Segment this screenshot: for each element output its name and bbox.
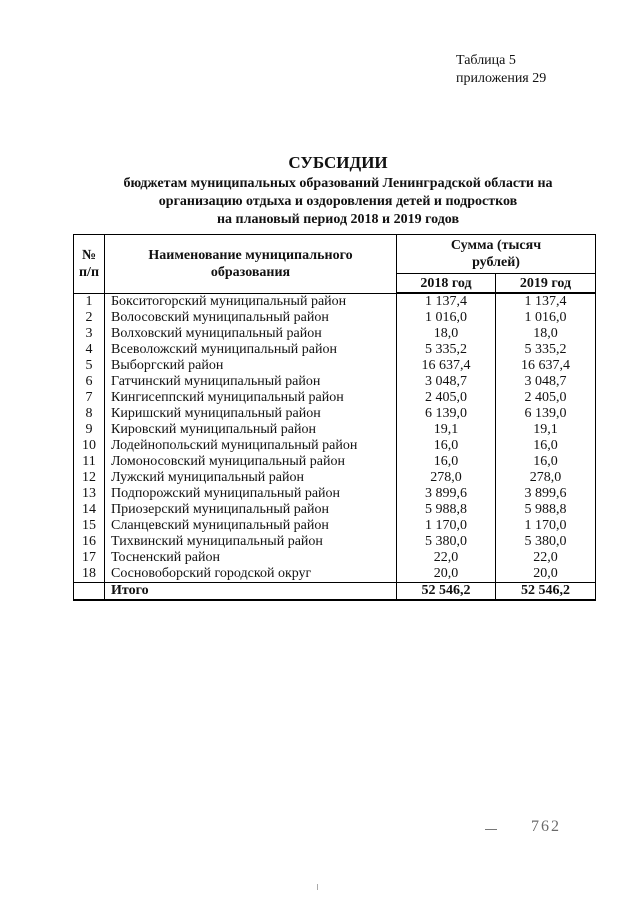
table-row [74, 566, 596, 583]
row-value-2018: 1 016,0 [397, 310, 496, 326]
row-num: 14 [74, 502, 105, 518]
title-line-1: бюджетам муниципальных образований Ленинградской области на [123, 176, 553, 191]
table-row [74, 486, 596, 502]
header-row-1 [74, 235, 596, 274]
table-row [74, 390, 596, 406]
row-name: Выборгский район [105, 358, 397, 374]
row-num: 9 [74, 422, 105, 438]
row-value-2019: 16 637,4 [496, 358, 596, 374]
row-name: Волосовский муниципальный район [105, 310, 397, 326]
row-name: Подпорожский муниципальный район [105, 486, 397, 502]
title-line-2: организацию отдыха и оздоровления детей и подростков [158, 194, 518, 209]
row-name: Волховский муниципальный район [105, 326, 397, 342]
table-row [74, 406, 596, 422]
row-num: 3 [74, 326, 105, 342]
row-value-2019: 3 899,6 [496, 486, 596, 502]
row-num: 1 [74, 293, 105, 310]
header-2019: 2019 год [496, 274, 596, 294]
table-row [74, 438, 596, 454]
row-value-2018: 22,0 [397, 550, 496, 566]
row-num: 8 [74, 406, 105, 422]
total-2019: 52 546,2 [496, 583, 596, 601]
header-sum: Сумма (тысяч рублей) [397, 235, 596, 274]
row-value-2018: 5 988,8 [397, 502, 496, 518]
row-value-2019: 6 139,0 [496, 406, 596, 422]
table-row [74, 550, 596, 566]
row-value-2019: 2 405,0 [496, 390, 596, 406]
table-row [74, 342, 596, 358]
document-title: СУБСИДИИ [288, 153, 388, 172]
row-num: 12 [74, 470, 105, 486]
table-row [74, 518, 596, 534]
row-name: Кингисеппский муниципальный район [105, 390, 397, 406]
row-name: Ломоносовский муниципальный район [105, 454, 397, 470]
table-row [74, 502, 596, 518]
row-num: 11 [74, 454, 105, 470]
row-name: Сосновоборский городской округ [105, 566, 397, 583]
row-value-2018: 1 137,4 [397, 293, 496, 310]
table-row [74, 326, 596, 342]
total-row [74, 583, 596, 601]
row-value-2019: 5 380,0 [496, 534, 596, 550]
page-dash [485, 829, 497, 830]
page-number: 762 [531, 818, 561, 835]
row-value-2018: 5 380,0 [397, 534, 496, 550]
row-name: Гатчинский муниципальный район [105, 374, 397, 390]
total-2018: 52 546,2 [397, 583, 496, 601]
row-value-2018: 16,0 [397, 438, 496, 454]
row-value-2019: 19,1 [496, 422, 596, 438]
row-name: Тосненский район [105, 550, 397, 566]
appendix-annex-label: приложения 29 [456, 71, 547, 86]
row-value-2019: 16,0 [496, 454, 596, 470]
row-value-2019: 18,0 [496, 326, 596, 342]
table-row [74, 422, 596, 438]
row-value-2018: 6 139,0 [397, 406, 496, 422]
title-line-3: на плановый период 2018 и 2019 годов [216, 212, 460, 227]
row-value-2018: 1 170,0 [397, 518, 496, 534]
row-value-2019: 1 137,4 [496, 293, 596, 310]
appendix-table-label: Таблица 5 [456, 53, 516, 68]
header-num: № п/п [74, 235, 105, 294]
row-value-2018: 16 637,4 [397, 358, 496, 374]
row-name: Лужский муниципальный район [105, 470, 397, 486]
table-row [74, 358, 596, 374]
row-name: Кировский муниципальный район [105, 422, 397, 438]
row-num: 7 [74, 390, 105, 406]
row-num: 13 [74, 486, 105, 502]
row-num: 6 [74, 374, 105, 390]
row-value-2018: 5 335,2 [397, 342, 496, 358]
table-row [74, 470, 596, 486]
row-name: Тихвинский муниципальный район [105, 534, 397, 550]
row-value-2019: 5 988,8 [496, 502, 596, 518]
row-num: 5 [74, 358, 105, 374]
row-value-2018: 20,0 [397, 566, 496, 583]
row-value-2018: 3 899,6 [397, 486, 496, 502]
row-num: 2 [74, 310, 105, 326]
total-label: Итого [105, 583, 397, 601]
row-value-2018: 18,0 [397, 326, 496, 342]
scan-mark [317, 884, 318, 890]
row-value-2019: 1 016,0 [496, 310, 596, 326]
total-num-cell [74, 583, 105, 601]
row-name: Всеволожский муниципальный район [105, 342, 397, 358]
row-num: 18 [74, 566, 105, 583]
row-value-2019: 5 335,2 [496, 342, 596, 358]
row-value-2019: 22,0 [496, 550, 596, 566]
row-name: Сланцевский муниципальный район [105, 518, 397, 534]
header-2018: 2018 год [397, 274, 496, 294]
row-value-2019: 3 048,7 [496, 374, 596, 390]
row-num: 15 [74, 518, 105, 534]
row-value-2019: 1 170,0 [496, 518, 596, 534]
row-name: Киришский муниципальный район [105, 406, 397, 422]
row-value-2018: 2 405,0 [397, 390, 496, 406]
row-value-2019: 20,0 [496, 566, 596, 583]
table-row [74, 534, 596, 550]
table-row [74, 374, 596, 390]
row-num: 17 [74, 550, 105, 566]
row-num: 16 [74, 534, 105, 550]
row-name: Бокситогорский муниципальный район [105, 293, 397, 310]
row-name: Лодейнопольский муниципальный район [105, 438, 397, 454]
row-value-2019: 16,0 [496, 438, 596, 454]
table-row [74, 310, 596, 326]
table-row [74, 293, 596, 310]
row-value-2018: 19,1 [397, 422, 496, 438]
row-num: 4 [74, 342, 105, 358]
row-value-2019: 278,0 [496, 470, 596, 486]
subsidy-table [73, 234, 596, 601]
row-name: Приозерский муниципальный район [105, 502, 397, 518]
row-value-2018: 278,0 [397, 470, 496, 486]
header-name: Наименование муниципального образования [105, 235, 397, 294]
row-value-2018: 16,0 [397, 454, 496, 470]
row-num: 10 [74, 438, 105, 454]
row-value-2018: 3 048,7 [397, 374, 496, 390]
appendix-reference [456, 52, 546, 88]
table-row [74, 454, 596, 470]
table-body [74, 293, 596, 600]
document-title-block [60, 152, 616, 229]
